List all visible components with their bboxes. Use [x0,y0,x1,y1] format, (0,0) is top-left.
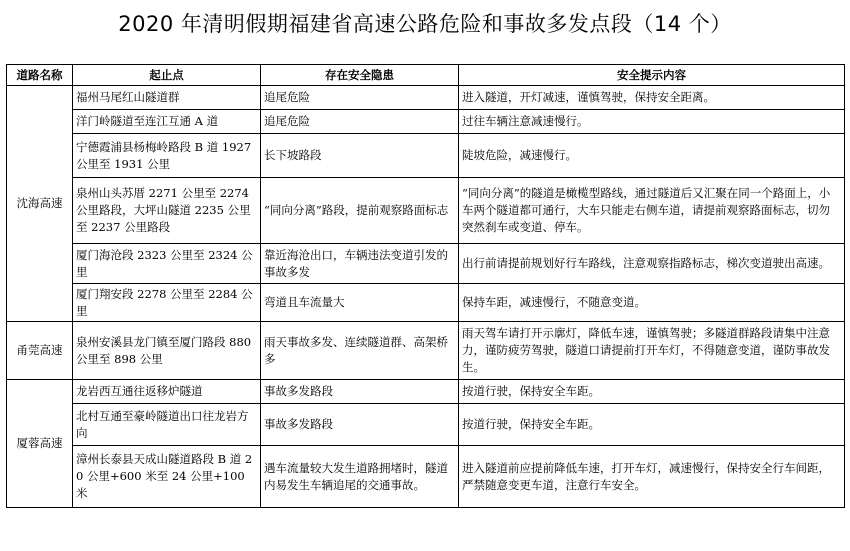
table-row [7,134,845,178]
tip-cell: 按道行驶，保持安全车距。 [459,380,845,404]
header-tip: 安全提示内容 [459,65,845,86]
tip-cell: “同向分离”的隧道是橄榄型路线，通过隧道后又汇聚在同一个路面上，小车两个隧道都可通行，大车只能走右侧车道，请提前观察路面标志，切勿突然刹车或变道、停车。 [459,178,845,244]
table-row [7,446,845,508]
section-cell: 厦门翔安段 2278 公里至 2284 公里 [73,284,261,322]
tip-cell: 进入隧道，开灯减速，谨慎驾驶，保持安全距离。 [459,86,845,110]
table-row [7,244,845,284]
road-name-cell: 沈海高速 [7,86,73,322]
section-cell: 洋门岭隧道至连江互通 A 道 [73,110,261,134]
hazard-cell: 追尾危险 [261,110,459,134]
section-cell: 北村互通至豪岭隧道出口往龙岩方向 [73,404,261,446]
hazard-cell: 长下坡路段 [261,134,459,178]
document-title: 2020 年清明假期福建省高速公路危险和事故多发点段（14 个） [118,12,732,36]
hazard-cell: 遇车流量较大发生道路拥堵时，隧道内易发生车辆追尾的交通事故。 [261,446,459,508]
section-cell: 漳州长泰县天成山隧道路段 B 道 20 公里+600 米至 24 公里+100 米 [73,446,261,508]
table-row [7,178,845,244]
hazard-cell: 事故多发路段 [261,404,459,446]
tip-cell: 按道行驶，保持安全车距。 [459,404,845,446]
section-cell: 福州马尾红山隧道群 [73,86,261,110]
tip-cell: 陡坡危险，减速慢行。 [459,134,845,178]
hazard-cell: 弯道且车流量大 [261,284,459,322]
table-row [7,284,845,322]
hazard-cell: 追尾危险 [261,86,459,110]
hazard-cell: 事故多发路段 [261,380,459,404]
table-row [7,86,845,110]
section-cell: 厦门海沧段 2323 公里至 2324 公里 [73,244,261,284]
tip-cell: 出行前请提前规划好行车路线，注意观察指路标志，梯次变道驶出高速。 [459,244,845,284]
hazard-cell: “同向分离”路段，提前观察路面标志 [261,178,459,244]
road-name-cell: 厦蓉高速 [7,380,73,508]
section-cell: 龙岩西互通往返移炉隧道 [73,380,261,404]
tip-cell: 保持车距，减速慢行，不随意变道。 [459,284,845,322]
table-header-row [7,65,845,86]
table-row [7,110,845,134]
table-row [7,322,845,380]
header-section: 起止点 [73,65,261,86]
header-road: 道路名称 [7,65,73,86]
hazard-cell: 雨天事故多发、连续隧道群、高架桥多 [261,322,459,380]
table-row [7,404,845,446]
table-row [7,380,845,404]
hazard-table [6,64,845,508]
tip-cell: 过往车辆注意减速慢行。 [459,110,845,134]
header-hazard: 存在安全隐患 [261,65,459,86]
hazard-cell: 靠近海沧出口，车辆违法变道引发的事故多发 [261,244,459,284]
section-cell: 泉州安溪县龙门镇至厦门路段 880 公里至 898 公里 [73,322,261,380]
section-cell: 宁德霞浦县杨梅岭路段 B 道 1927 公里至 1931 公里 [73,134,261,178]
tip-cell: 雨天驾车请打开示廓灯，降低车速，谨慎驾驶；多隧道群路段请集中注意力，谨防疲劳驾驶，隧道口请提前打开车灯，不得随意变道，谨防事故发生。 [459,322,845,380]
road-name-cell: 甬莞高速 [7,322,73,380]
tip-cell: 进入隧道前应提前降低车速，打开车灯，减速慢行，保持安全行车间距，严禁随意变更车道，注意行车安全。 [459,446,845,508]
section-cell: 泉州山头苏厝 2271 公里至 2274 公里路段，大坪山隧道 2235 公里至 2237 公里路段 [73,178,261,244]
